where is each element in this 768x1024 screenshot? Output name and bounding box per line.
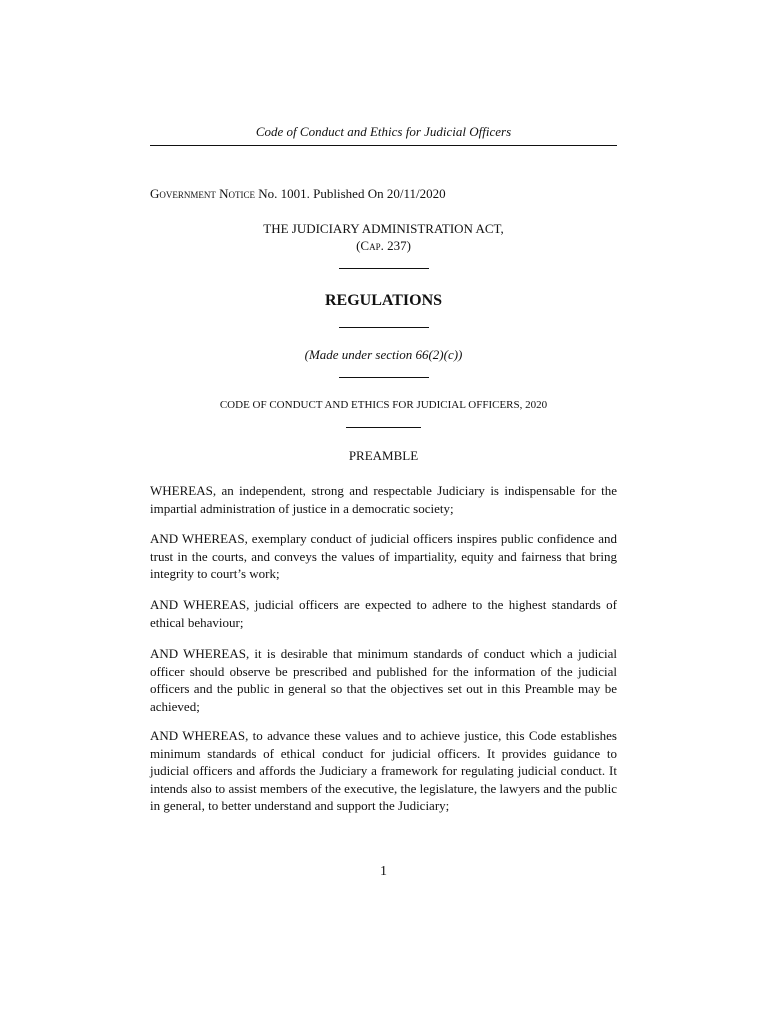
preamble-paragraph: AND WHEREAS, it is desirable that minimum standards of conduct which a judicial officer should observe be prescribed and published for the information of the judicial officers and the public in general so that the objectives set out in this Preamble may be achieved; — [150, 646, 617, 714]
divider-rule — [346, 427, 421, 428]
divider-rule — [339, 377, 429, 378]
cap-rest: . 237) — [380, 238, 411, 253]
government-notice — [150, 186, 446, 202]
header-rule — [150, 145, 617, 146]
notice-label: Government Notice — [150, 186, 256, 201]
divider-rule — [339, 268, 429, 269]
act-title: THE JUDICIARY ADMINISTRATION ACT, — [263, 221, 504, 236]
made-under-note: (Made under section 66(2)(c)) — [304, 347, 463, 362]
notice-text: No. 1001. Published On 20/11/2020 — [255, 186, 446, 201]
running-header: Code of Conduct and Ethics for Judicial Officers — [255, 124, 512, 139]
divider-rule — [339, 327, 429, 328]
act-chapter — [150, 238, 617, 254]
page-number: 1 — [380, 864, 387, 879]
code-title: CODE OF CONDUCT AND ETHICS FOR JUDICIAL OFFICERS, 2020 — [219, 399, 548, 411]
preamble-paragraph: WHEREAS, an independent, strong and respectable Judiciary is indispensable for the impartial administration of justice in a democratic society; — [150, 483, 617, 516]
cap-open: ( — [356, 238, 361, 253]
preamble-paragraph: AND WHEREAS, to advance these values and to achieve justice, this Code establishes minimum standards of ethical conduct for judicial officers. It provides guidance to judicial officers and affords the Judiciary a framework for regulating judicial conduct. It intends also to assist members of the executive, the legislature, the lawyers and the public in general, to better understand and support the Judiciary; — [150, 728, 617, 813]
cap-label: Cap — [360, 238, 381, 253]
preamble-paragraph: AND WHEREAS, judicial officers are expected to adhere to the highest standards of ethical behaviour; — [150, 597, 617, 630]
regulations-title: REGULATIONS — [324, 292, 443, 309]
preamble-paragraph: AND WHEREAS, exemplary conduct of judicial officers inspires public confidence and trust in the courts, and conveys the values of impartiality, equity and fairness that bring integrity to court’s work; — [150, 531, 617, 581]
preamble-heading: PREAMBLE — [348, 448, 419, 463]
